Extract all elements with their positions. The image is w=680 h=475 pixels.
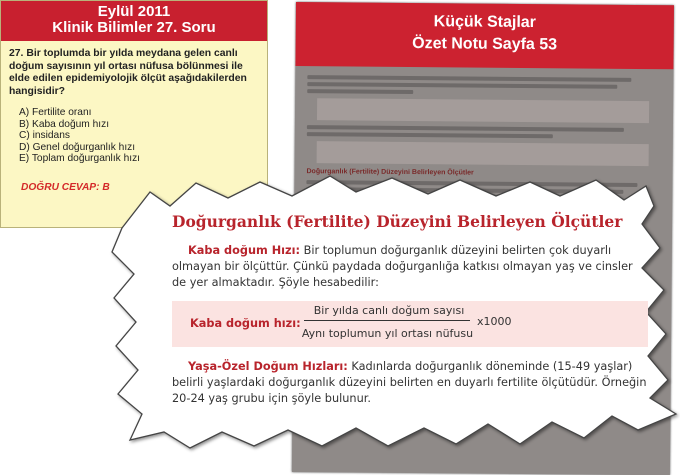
formula-multiplier: x1000 [477,315,512,328]
paragraph-text: Kadınlarda doğurganlık döneminde (15-49 yaşlar) belirli yaşlardaki doğurganlık düzeyini belirten en duyarlı fertilite ölçütüdür. Örneğin 20-24 yaş grubu için şöyle bulunur. [172,360,647,405]
book-page-number: Özet Notu Sayfa 53 [412,35,558,54]
paragraph-crude-birth-rate [172,243,648,291]
paragraph-age-specific-rates [172,359,648,407]
exam-section: Klinik Bilimler 27. Soru [52,19,216,36]
term-crude-birth-rate: Kaba doğum Hızı: [188,244,300,257]
book-title: Küçük Stajlar [433,13,537,32]
question-text: 27. Bir toplumda bir yılda meydana gelen canlı doğum sayısının yıl ortası nüfusa bölünmesi ile elde edilen epidemiyolojik ölçüt aşağıdakilerden hangisidir? [9,48,247,97]
zoom-title: Doğurganlık (Fertilite) Düzeyini Belirleyen Ölçütler [172,212,623,231]
book-heading: Doğurganlık (Fertilite) Düzeyini Belirleyen Ölçütler [306,168,474,177]
formula-label: Kaba doğum hızı: [190,317,301,330]
formula-denominator: Aynı toplumun yıl ortası nüfusu [301,327,474,340]
formula-numerator: Bir yılda canlı doğum sayısı [313,304,465,317]
option-a: A) Fertilite oranı [19,107,92,118]
option-d: D) Genel doğurganlık hızı [19,141,136,153]
formula-box [172,301,648,347]
correct-answer: DOĞRU CEVAP: B [21,181,110,193]
option-b: B) Kaba doğum hızı [19,118,110,130]
zoom-content [168,212,648,422]
option-c: C) insidans [19,130,70,142]
option-e: E) Toplam doğurganlık hızı [19,153,140,165]
fraction-bar [304,320,470,321]
term-age-specific-rates: Yaşa-Özel Doğum Hızları: [188,360,348,373]
exam-date: Eylül 2011 [97,3,171,20]
paragraph-text: Bir toplumun doğurganlık düzeyini belirten çok duyarlı olmayan bir ölçüttür. Çünkü paydada doğurganlığa katkısı olmayan yaş ve cinsler de yer almaktadır. Şöyle hesabedilir: [172,244,633,289]
